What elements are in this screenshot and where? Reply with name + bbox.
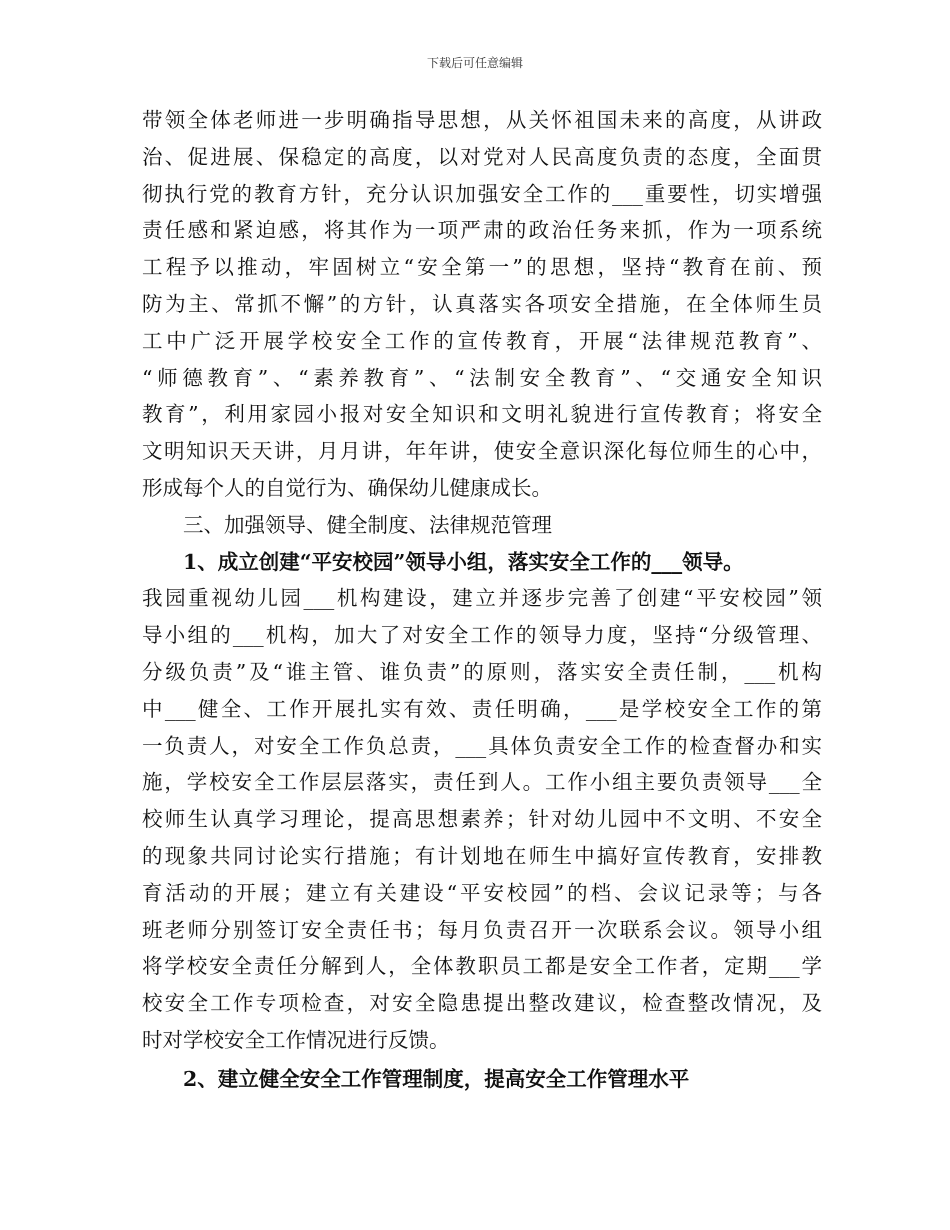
paragraph-line: 育活动的开展；建立有关建设“平安校园”的档、会议记录等；与各 [142, 880, 822, 905]
paragraph-line: 中___健全、工作开展扎实有效、责任明确，___是学校安全工作的第 [142, 696, 822, 721]
paragraph-line: 将学校安全责任分解到人，全体教职员工都是安全工作者，定期___学 [142, 954, 822, 979]
paragraph-line: 校师生认真学习理论，提高思想素养；针对幼儿园中不文明、不安全 [142, 807, 822, 832]
paragraph-line: 校安全工作专项检查，对安全隐患提出整改建议，检查整改情况，及 [142, 991, 822, 1016]
paragraph-line: 施，学校安全工作层层落实，责任到人。工作小组主要负责领导___全 [142, 770, 822, 795]
subsection-heading: 1、成立创建“平安校园”领导小组，落实安全工作的___领导。 [183, 549, 744, 574]
paragraph-line: 治、促进展、保稳定的高度，以对党对人民高度负责的态度，全面贯 [142, 144, 822, 169]
paragraph-line: 带领全体老师进一步明确指导思想，从关怀祖国未来的高度，从讲政 [142, 108, 822, 132]
paragraph-line: 教育”，利用家园小报对安全知识和文明礼貌进行宣传教育；将安全 [142, 402, 822, 427]
paragraph-line: 我园重视幼儿园___机构建设，建立并逐步完善了创建“平安校园”领 [142, 586, 822, 611]
section-heading: 三、加强领导、健全制度、法律规范管理 [183, 512, 552, 537]
paragraph-line: 责任感和紧迫感，将其作为一项严肃的政治任务来抓，作为一项系统 [142, 218, 822, 243]
document-body [142, 102, 822, 1098]
paragraph-line: 一负责人，对安全工作负总责，___具体负责安全工作的检查督办和实 [142, 733, 822, 758]
page-header: 下载后可任意编辑 [426, 56, 523, 70]
paragraph-line: 防为主、常抓不懈”的方针，认真落实各项安全措施，在全体师生员 [142, 291, 822, 316]
paragraph-line: 工中广泛开展学校安全工作的宣传教育，开展“法律规范教育”、 [142, 328, 822, 353]
paragraph-line: “师德教育”、“素养教育”、“法制安全教育”、“交通安全知识 [142, 365, 822, 390]
paragraph-line: 文明知识天天讲，月月讲，年年讲，使安全意识深化每位师生的心中， [142, 439, 822, 464]
paragraph-line: 时对学校安全工作情况进行反馈。 [142, 1027, 450, 1052]
paragraph-line: 形成每个人的自觉行为、确保幼儿健康成长。 [142, 475, 552, 500]
paragraph-line: 导小组的___机构，加大了对安全工作的领导力度，坚持“分级管理、 [142, 623, 822, 648]
paragraph-line: 彻执行党的教育方针，充分认识加强安全工作的___重要性，切实增强 [142, 181, 822, 206]
subsection-heading: 2、建立健全安全工作管理制度，提高安全工作管理水平 [183, 1066, 690, 1091]
paragraph-line: 的现象共同讨论实行措施；有计划地在师生中搞好宣传教育，安排教 [142, 843, 822, 868]
paragraph-line: 班老师分别签订安全责任书；每月负责召开一次联系会议。领导小组 [142, 917, 822, 942]
paragraph-line: 工程予以推动，牢固树立“安全第一”的思想，坚持“教育在前、预 [142, 255, 822, 280]
paragraph-line: 分级负责”及“谁主管、谁负责”的原则，落实安全责任制，___机构 [142, 659, 822, 684]
